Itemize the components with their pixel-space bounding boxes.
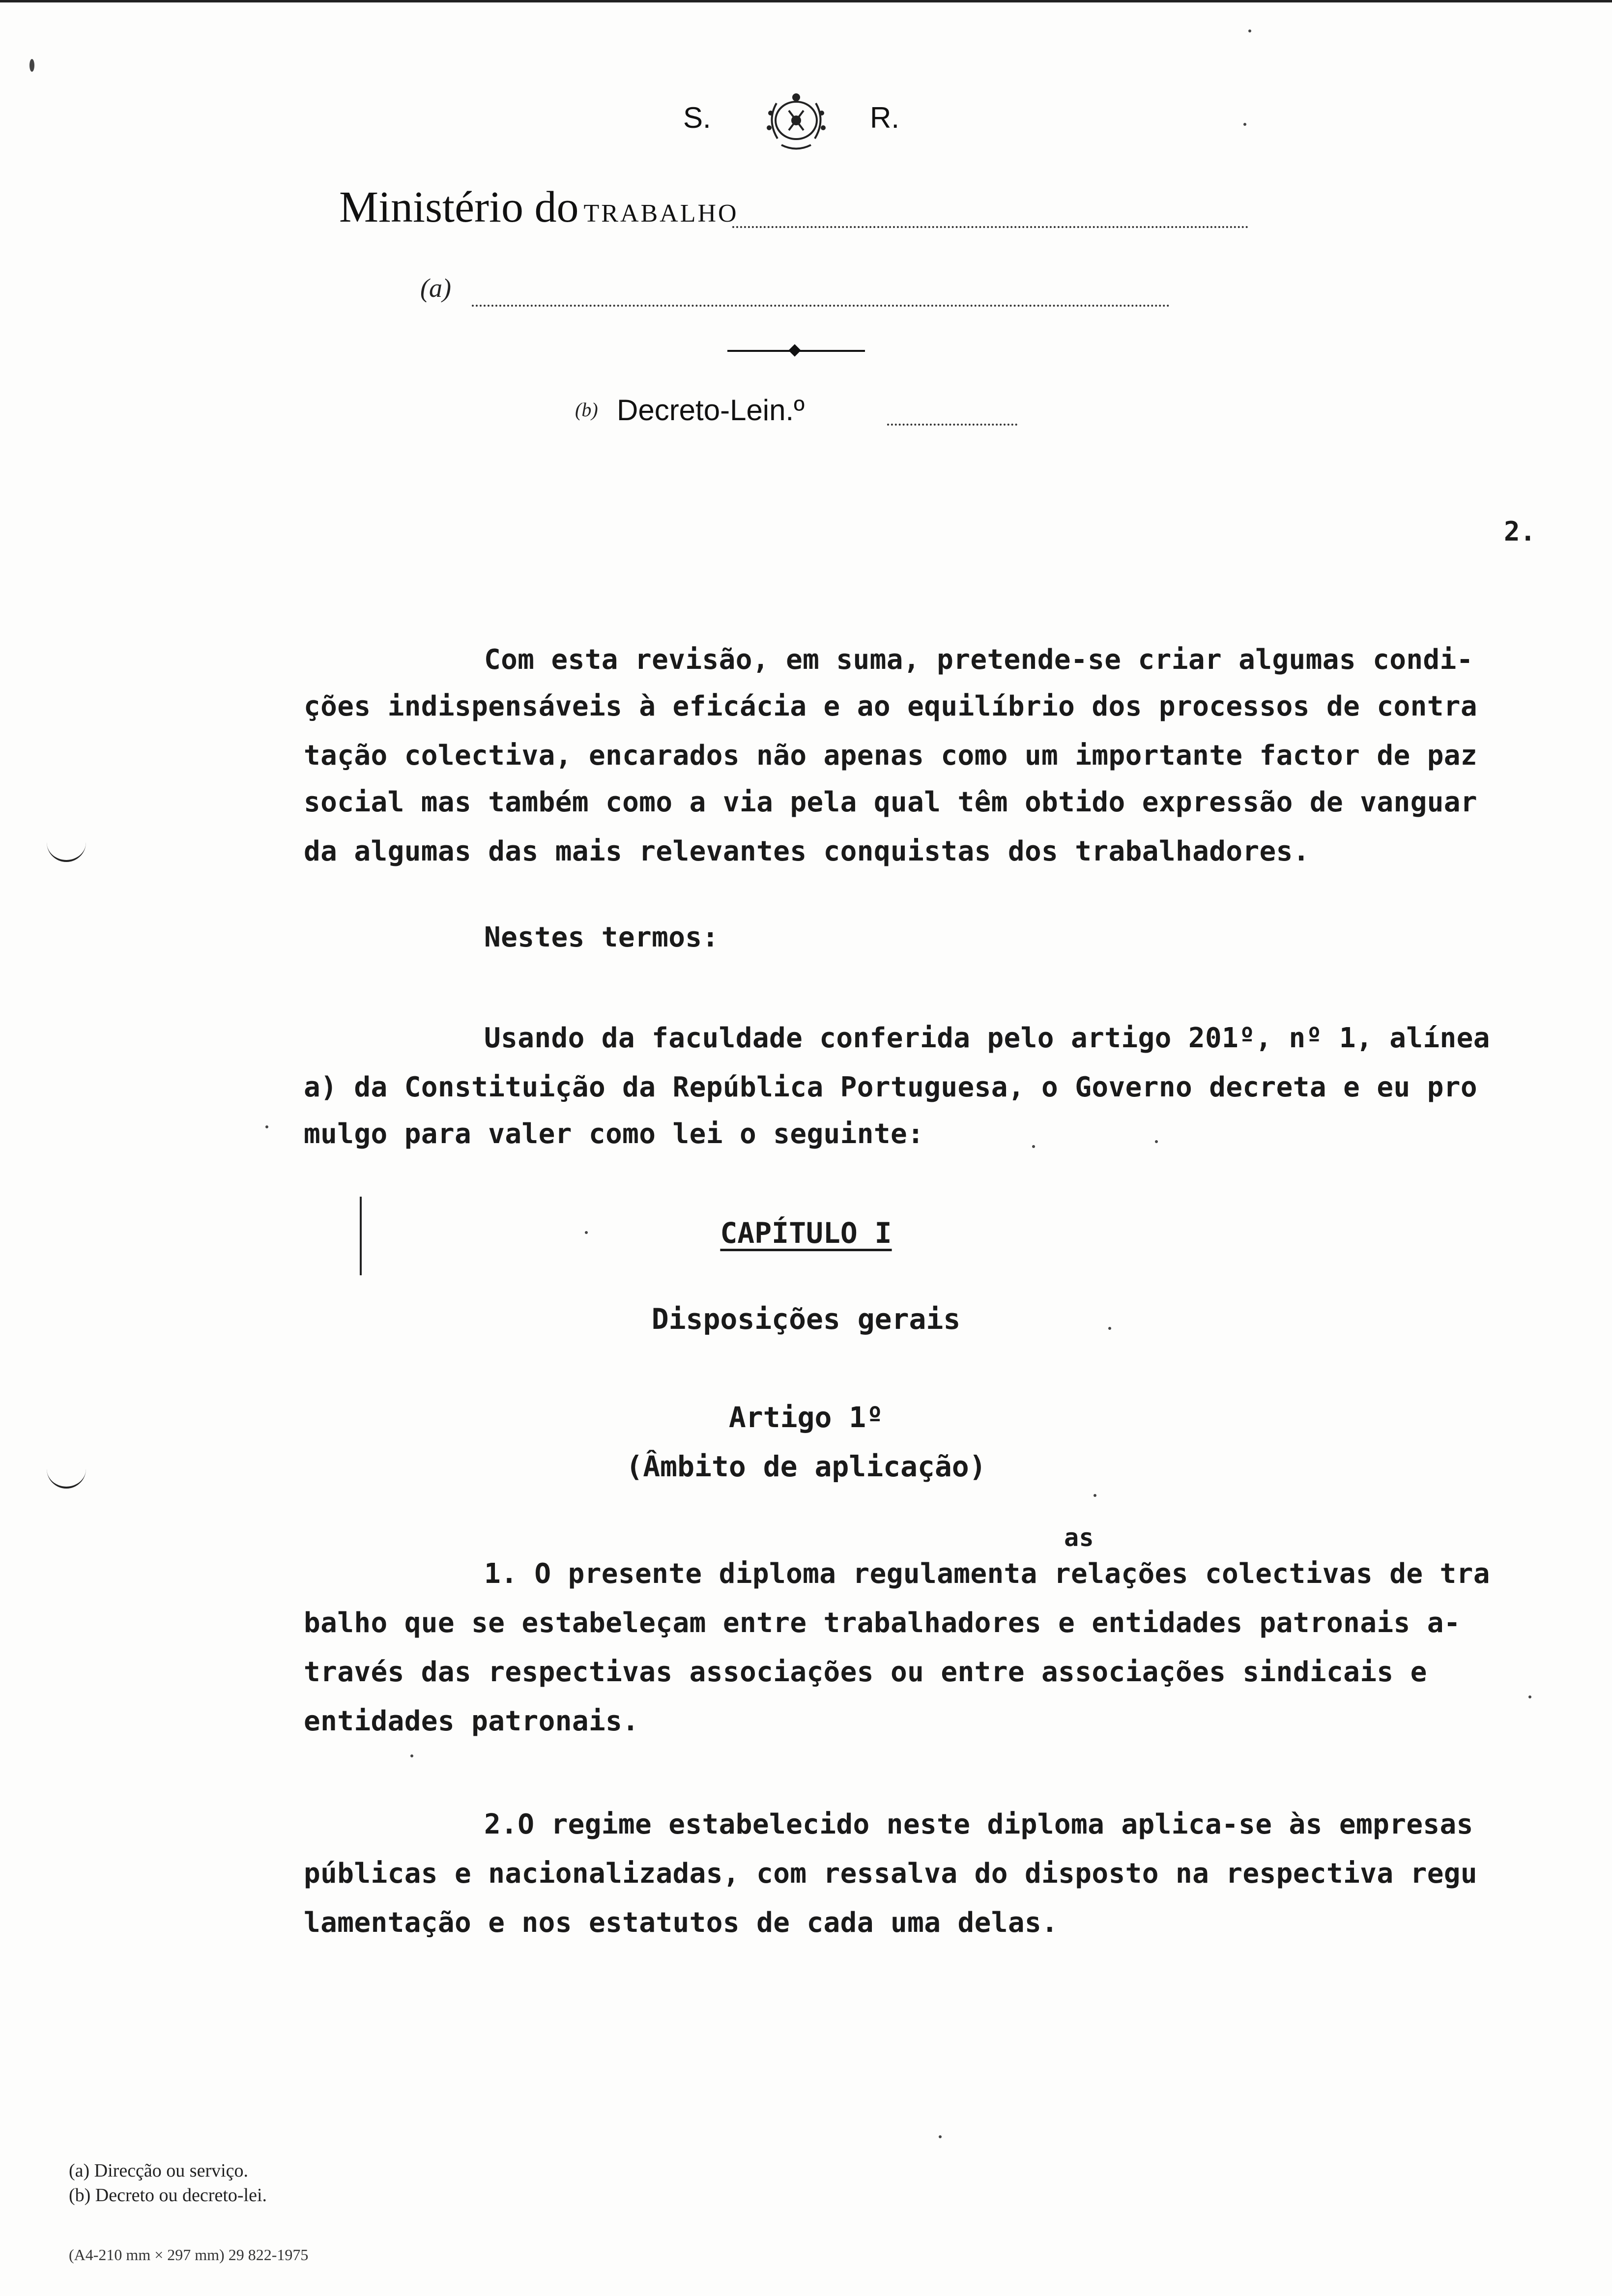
ministry-prefix: Ministério do xyxy=(339,183,579,231)
punch-mark xyxy=(47,840,86,862)
form-code: (A4-210 mm × 297 mm) 29 822-1975 xyxy=(69,2246,309,2264)
footnote-a: (a) Direcção ou serviço. xyxy=(69,2160,249,2181)
decree-line: Usando da faculdade conferida pelo artigo 201º, nº 1, alínea xyxy=(484,1022,1490,1054)
scan-speck xyxy=(1155,1140,1158,1143)
scan-speck xyxy=(1094,1494,1096,1497)
scan-speck xyxy=(1248,29,1251,32)
scan-speck xyxy=(1243,123,1246,126)
punch-mark xyxy=(47,1467,86,1489)
field-a-label: (a) xyxy=(420,273,451,303)
scan-speck xyxy=(585,1231,588,1234)
ministry-dotted-line xyxy=(732,226,1248,228)
scan-speck xyxy=(1108,1327,1111,1330)
item1-line: entidades patronais. xyxy=(304,1705,639,1737)
decree-dotted-line xyxy=(887,424,1017,426)
handwritten-insertion: as xyxy=(1064,1523,1094,1552)
footnote-b: (b) Decreto ou decreto-lei. xyxy=(69,2185,267,2206)
scan-speck xyxy=(29,59,34,72)
intro-line: da algumas das mais relevantes conquistas dos trabalhadores. xyxy=(304,835,1310,867)
divider-diamond-icon xyxy=(788,344,801,356)
r-letter: R. xyxy=(870,101,899,134)
decree-label: Decreto-Lein.º xyxy=(617,394,805,427)
intro-line: Com esta revisão, em suma, pretende-se criar algumas condi- xyxy=(484,644,1473,676)
field-a-dotted-line xyxy=(472,305,1170,307)
item2-line: lamentação e nos estatutos de cada uma delas. xyxy=(304,1907,1059,1939)
chapter-label: CAPÍTULO I xyxy=(720,1216,892,1250)
coat-of-arms-icon xyxy=(747,84,845,157)
ministry-name: TRABALHO xyxy=(583,200,739,228)
chapter-heading xyxy=(0,1216,1612,1250)
top-edge-line xyxy=(0,0,1612,2)
item2-line: públicas e nacionalizadas, com ressalva do disposto na respectiva regu xyxy=(304,1858,1478,1890)
scan-speck xyxy=(1032,1145,1035,1148)
scan-speck xyxy=(410,1754,413,1757)
item1-line: 1. O presente diploma regulamenta relações colectivas de tra xyxy=(484,1558,1490,1590)
decree-line: mulgo para valer como lei o seguinte: xyxy=(304,1118,924,1150)
intro-line: tação colectiva, encarados não apenas como um importante factor de paz xyxy=(304,740,1478,772)
item2-line: 2.O regime estabelecido neste diploma aplica-se às empresas xyxy=(484,1808,1473,1840)
intro-line: social mas também como a via pela qual têm obtido expressão de vanguar xyxy=(304,786,1478,818)
decree-line: a) da Constituição da República Portuguesa, o Governo decreta e eu pro xyxy=(304,1071,1478,1103)
scan-speck xyxy=(265,1125,268,1128)
intro-line: ções indispensáveis à eficácia e ao equilíbrio dos processos de contra xyxy=(304,690,1478,722)
s-letter: S. xyxy=(683,101,711,134)
item1-line: través das respectivas associações ou entre associações sindicais e xyxy=(304,1656,1427,1688)
scan-speck xyxy=(939,2135,942,2138)
ministry-heading xyxy=(339,182,739,232)
page-number: 2. xyxy=(1504,516,1536,547)
item1-line: balho que se estabeleçam entre trabalhadores e entidades patronais a- xyxy=(304,1607,1461,1639)
article-title: (Âmbito de aplicação) xyxy=(626,1450,986,1483)
chapter-title: Disposições gerais xyxy=(651,1302,961,1336)
decree-b-label: (b) xyxy=(575,399,598,421)
terms-line: Nestes termos: xyxy=(484,921,719,953)
scan-speck xyxy=(1528,1695,1531,1698)
article-heading: Artigo 1º xyxy=(728,1401,884,1434)
